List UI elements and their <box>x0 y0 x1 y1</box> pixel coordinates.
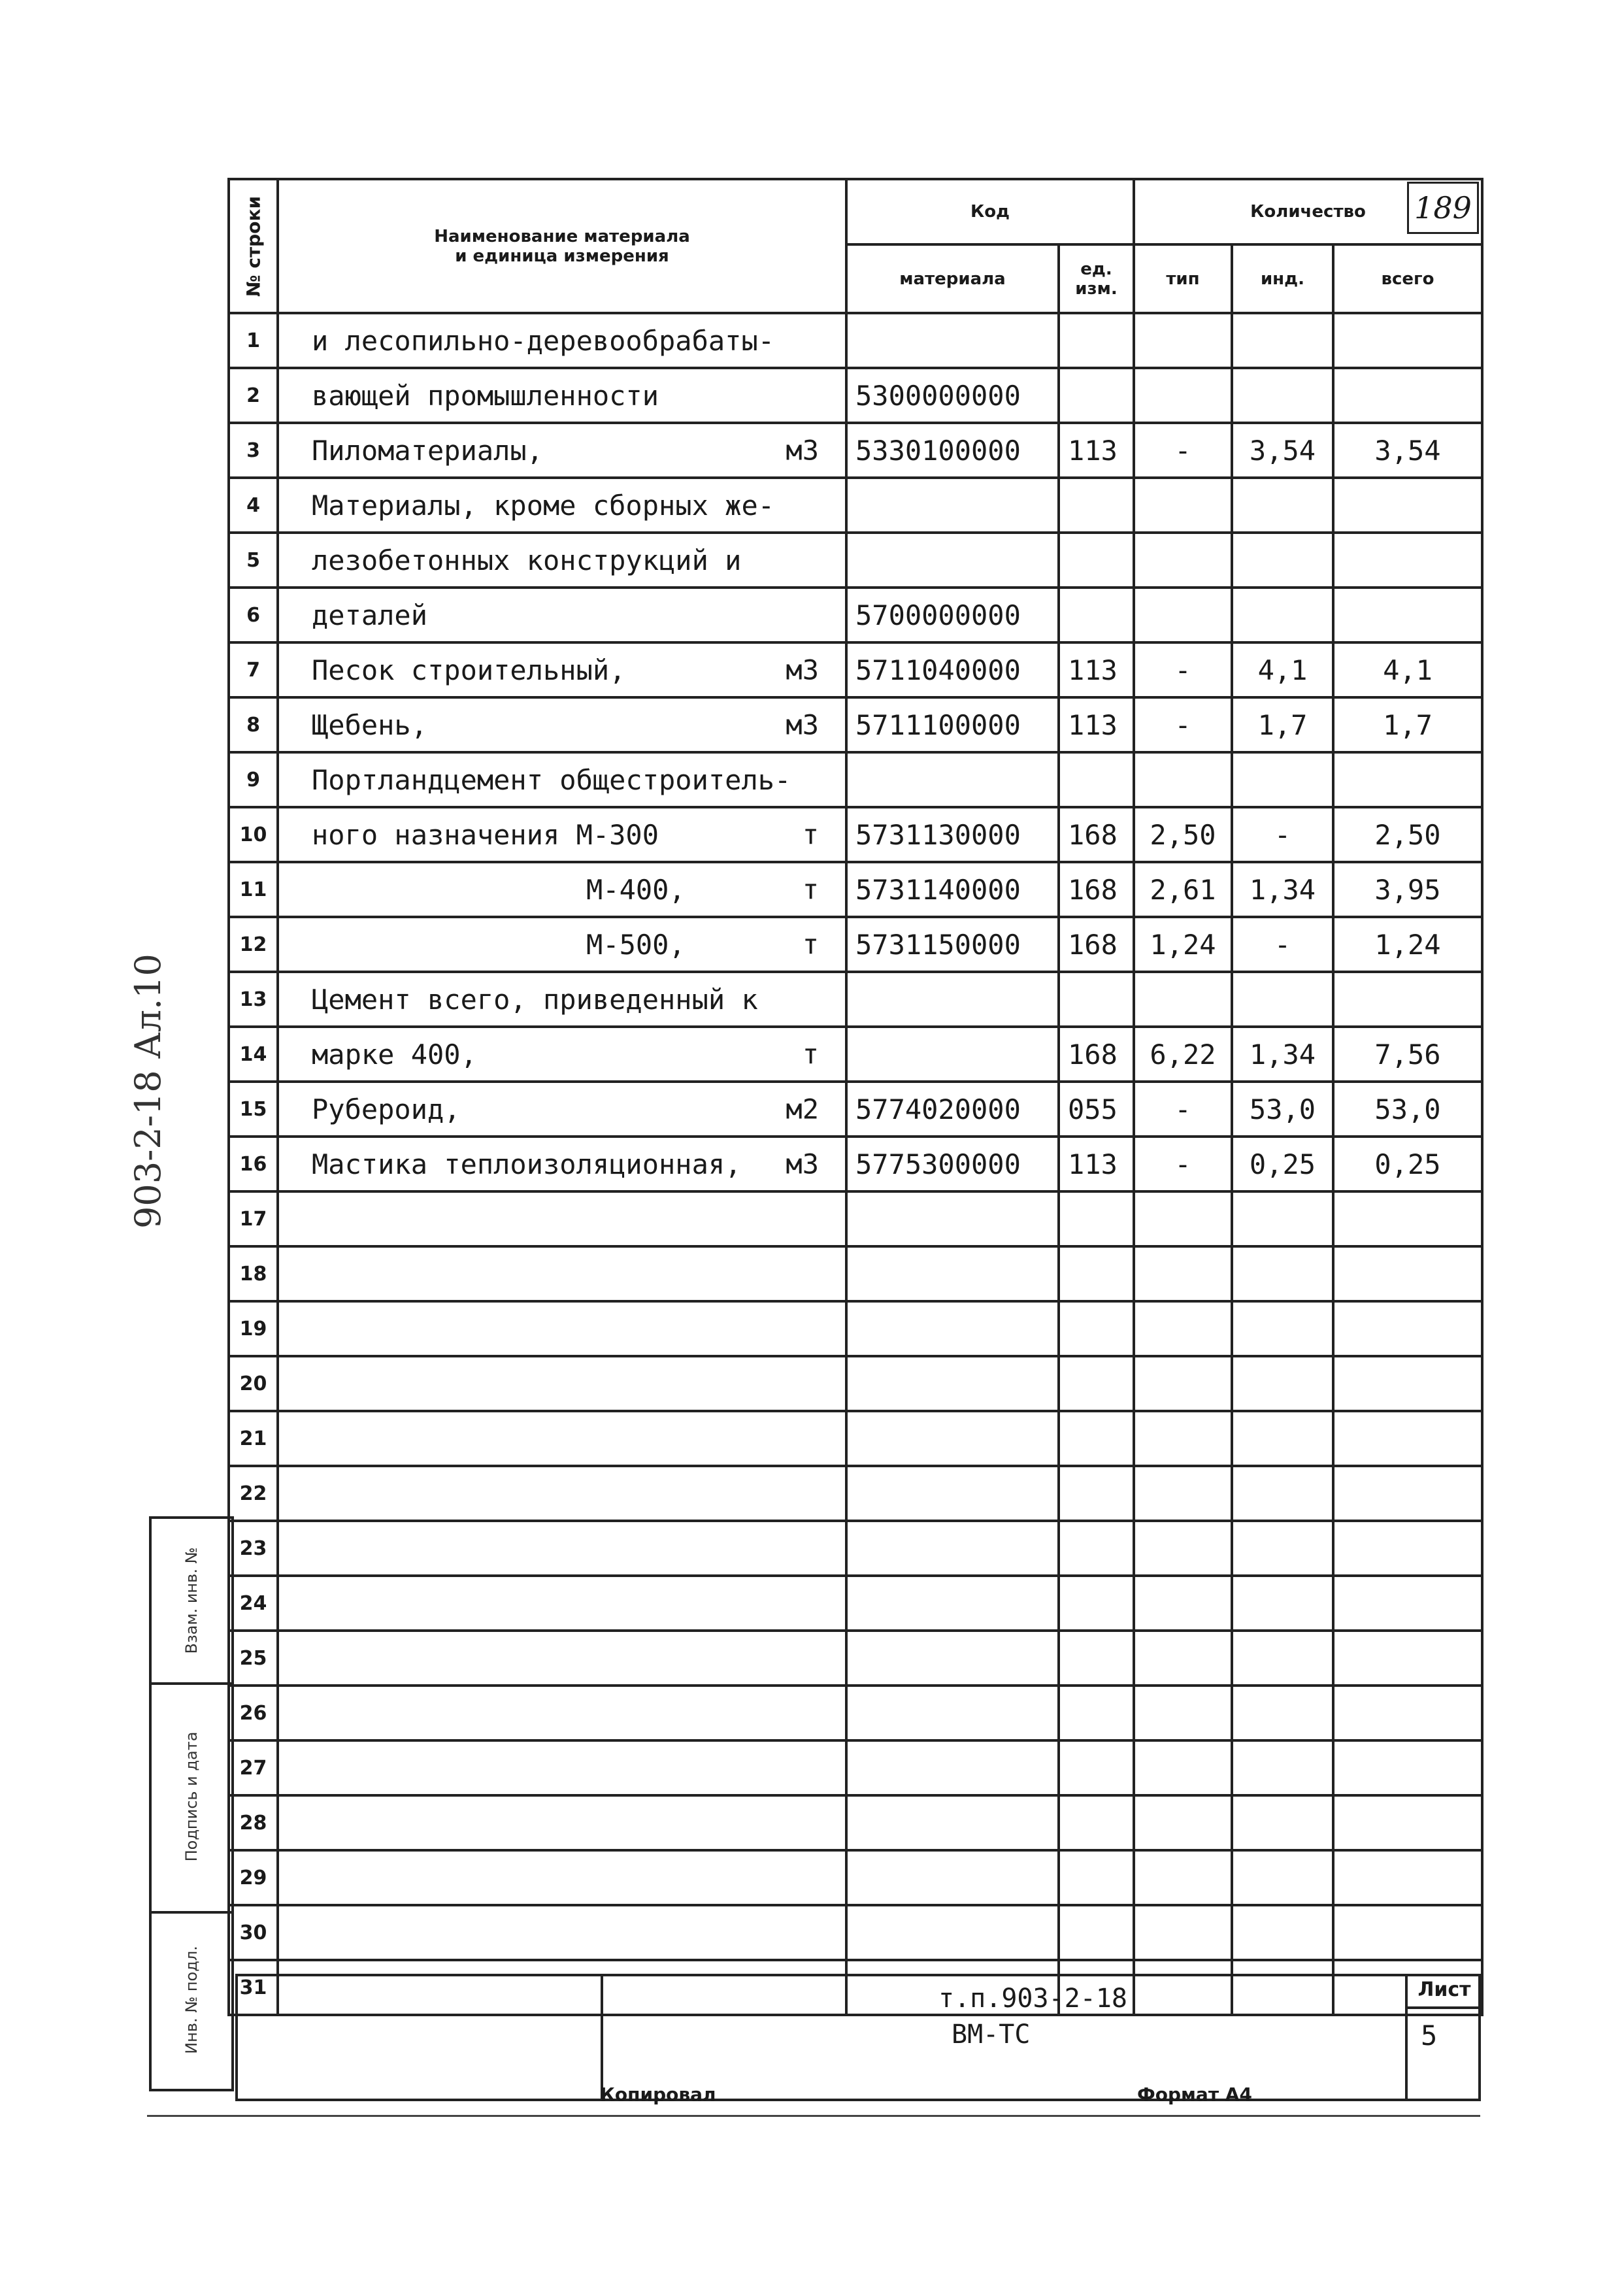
table-row <box>229 1027 1482 1082</box>
unit-code <box>1059 368 1134 423</box>
unit-code <box>1059 1850 1134 1905</box>
project-subtitle: ВМ-ТС <box>952 2020 1031 2050</box>
unit-code <box>1059 1301 1134 1356</box>
unit-code: 055 <box>1059 1082 1134 1137</box>
material-code <box>846 1740 1059 1795</box>
row-number: 3 <box>229 423 278 478</box>
qty-type <box>1134 313 1232 368</box>
qty-total <box>1333 1191 1482 1246</box>
table-row <box>229 1576 1482 1631</box>
qty-type <box>1134 1246 1232 1301</box>
qty-total <box>1333 368 1482 423</box>
qty-ind <box>1232 1850 1333 1905</box>
qty-ind <box>1232 1411 1333 1466</box>
material-code: 5711040000 <box>846 642 1059 697</box>
unit-code <box>1059 313 1134 368</box>
material-name: лезобетонных конструкций и <box>278 533 846 588</box>
material-name <box>278 1576 846 1631</box>
sheet-label: Лист <box>1408 1974 1481 2009</box>
side-doc-code: 903-2-18 Ал.10 <box>127 954 169 1229</box>
row-number: 30 <box>229 1905 278 1960</box>
qty-ind <box>1232 478 1333 533</box>
row-number: 22 <box>229 1466 278 1521</box>
unit-code <box>1059 1905 1134 1960</box>
table-row <box>229 1191 1482 1246</box>
qty-total <box>1333 478 1482 533</box>
row-number: 17 <box>229 1191 278 1246</box>
qty-ind: 1,34 <box>1232 862 1333 917</box>
material-code: 5330100000 <box>846 423 1059 478</box>
unit-code: 113 <box>1059 697 1134 752</box>
material-code: 5700000000 <box>846 588 1059 642</box>
row-number: 31 <box>229 1960 278 2015</box>
table-row <box>229 533 1482 588</box>
row-number: 6 <box>229 588 278 642</box>
unit-label: м3 <box>786 654 819 686</box>
qty-ind: 4,1 <box>1232 642 1333 697</box>
material-name: ного назначения М-300 т <box>278 807 846 862</box>
material-name <box>278 1795 846 1850</box>
material-code <box>846 1301 1059 1356</box>
qty-type <box>1134 1905 1232 1960</box>
qty-type <box>1134 1576 1232 1631</box>
row-number: 29 <box>229 1850 278 1905</box>
table-row <box>229 1905 1482 1960</box>
unit-code <box>1059 1521 1134 1576</box>
sheet-number: 5 <box>1421 2020 1438 2052</box>
unit-code: 113 <box>1059 642 1134 697</box>
unit-code <box>1059 752 1134 807</box>
material-name <box>278 1686 846 1740</box>
qty-total: 53,0 <box>1333 1082 1482 1137</box>
qty-total <box>1333 1850 1482 1905</box>
row-number: 19 <box>229 1301 278 1356</box>
row-number: 9 <box>229 752 278 807</box>
qty-total <box>1333 972 1482 1027</box>
qty-ind <box>1232 368 1333 423</box>
material-name: Щебень, м3 <box>278 697 846 752</box>
side-stamp-strip <box>149 1516 234 2091</box>
material-code <box>846 1631 1059 1686</box>
unit-code: 113 <box>1059 423 1134 478</box>
material-name <box>278 1356 846 1411</box>
unit-code <box>1059 1246 1134 1301</box>
row-number: 10 <box>229 807 278 862</box>
material-code <box>846 1850 1059 1905</box>
unit-label: т <box>802 928 819 961</box>
row-number: 24 <box>229 1576 278 1631</box>
qty-type: - <box>1134 423 1232 478</box>
table-row <box>229 478 1482 533</box>
unit-label: м3 <box>786 1148 819 1180</box>
sheet-box <box>1405 1974 1481 2101</box>
row-number: 25 <box>229 1631 278 1686</box>
material-code <box>846 1027 1059 1082</box>
table-row <box>229 1740 1482 1795</box>
qty-total: 0,25 <box>1333 1137 1482 1191</box>
qty-ind <box>1232 1740 1333 1795</box>
qty-total <box>1333 1905 1482 1960</box>
material-name <box>278 1740 846 1795</box>
qty-ind <box>1232 1905 1333 1960</box>
qty-total <box>1333 1521 1482 1576</box>
table-row <box>229 1137 1482 1191</box>
qty-type <box>1134 533 1232 588</box>
material-name <box>278 1521 846 1576</box>
material-code <box>846 1246 1059 1301</box>
row-number-header: № строки <box>229 179 278 313</box>
unit-code <box>1059 1356 1134 1411</box>
title-block <box>235 1974 1481 2101</box>
material-name: марке 400, т <box>278 1027 846 1082</box>
qty-total <box>1333 752 1482 807</box>
unit-code <box>1059 533 1134 588</box>
qty-total: 1,7 <box>1333 697 1482 752</box>
quantity-header: Количество <box>1134 179 1482 244</box>
materials-table <box>227 178 1483 2016</box>
unit-code <box>1059 1191 1134 1246</box>
table-row <box>229 1246 1482 1301</box>
qty-type <box>1134 1191 1232 1246</box>
qty-total: 3,95 <box>1333 862 1482 917</box>
qty-type <box>1134 1301 1232 1356</box>
material-code <box>846 1466 1059 1521</box>
material-name: деталей <box>278 588 846 642</box>
qty-type <box>1134 1521 1232 1576</box>
material-code <box>846 533 1059 588</box>
qty-total <box>1333 1466 1482 1521</box>
qty-total <box>1333 1301 1482 1356</box>
qty-ind <box>1232 1356 1333 1411</box>
qty-total <box>1333 533 1482 588</box>
qty-type: 2,61 <box>1134 862 1232 917</box>
material-code <box>846 478 1059 533</box>
table-row <box>229 807 1482 862</box>
table-row <box>229 1850 1482 1905</box>
qty-ind <box>1232 1246 1333 1301</box>
qty-type: - <box>1134 1082 1232 1137</box>
total-header: всего <box>1333 244 1482 313</box>
material-code: 5774020000 <box>846 1082 1059 1137</box>
qty-total <box>1333 1246 1482 1301</box>
row-number: 16 <box>229 1137 278 1191</box>
material-name <box>278 1631 846 1686</box>
row-number: 20 <box>229 1356 278 1411</box>
qty-type: 1,24 <box>1134 917 1232 972</box>
qty-type: 2,50 <box>1134 807 1232 862</box>
material-name: вающей промышленности <box>278 368 846 423</box>
qty-total: 4,1 <box>1333 642 1482 697</box>
row-number: 15 <box>229 1082 278 1137</box>
material-name <box>278 1246 846 1301</box>
table-row <box>229 972 1482 1027</box>
material-name <box>278 1466 846 1521</box>
unit-code <box>1059 1466 1134 1521</box>
qty-type <box>1134 1850 1232 1905</box>
qty-ind: 0,25 <box>1232 1137 1333 1191</box>
material-name: М-500, т <box>278 917 846 972</box>
qty-total <box>1333 1411 1482 1466</box>
qty-total <box>1333 588 1482 642</box>
qty-ind <box>1232 1631 1333 1686</box>
qty-type <box>1134 752 1232 807</box>
qty-type <box>1134 588 1232 642</box>
qty-ind: - <box>1232 807 1333 862</box>
qty-total <box>1333 1576 1482 1631</box>
qty-total <box>1333 1686 1482 1740</box>
qty-type: - <box>1134 1137 1232 1191</box>
table-row <box>229 1686 1482 1740</box>
material-code <box>846 1521 1059 1576</box>
unit-label: т <box>802 818 819 851</box>
material-code <box>846 1411 1059 1466</box>
material-code <box>846 1356 1059 1411</box>
qty-ind <box>1232 1301 1333 1356</box>
row-number: 27 <box>229 1740 278 1795</box>
unit-code <box>1059 1795 1134 1850</box>
qty-type <box>1134 1411 1232 1466</box>
qty-ind <box>1232 533 1333 588</box>
unit-code <box>1059 1411 1134 1466</box>
bottom-line <box>147 2115 1480 2117</box>
material-name: Цемент всего, приведенный к <box>278 972 846 1027</box>
table-row <box>229 368 1482 423</box>
material-code: 5711100000 <box>846 697 1059 752</box>
unit-code <box>1059 1686 1134 1740</box>
side-cell-inv-orig: Инв. № подл. <box>182 1946 201 2054</box>
unit-label: м2 <box>786 1093 819 1125</box>
material-name <box>278 1905 846 1960</box>
row-number: 4 <box>229 478 278 533</box>
format-label: Формат А4 <box>1137 2084 1252 2105</box>
unit-code: 168 <box>1059 1027 1134 1082</box>
unit-code-header: ед. изм. <box>1059 244 1134 313</box>
table-row <box>229 1631 1482 1686</box>
row-number: 1 <box>229 313 278 368</box>
material-code: 5775300000 <box>846 1137 1059 1191</box>
qty-total: 3,54 <box>1333 423 1482 478</box>
material-code <box>846 1191 1059 1246</box>
table-row <box>229 313 1482 368</box>
copied-label: Копировал <box>600 2084 716 2105</box>
table-row <box>229 752 1482 807</box>
table-row <box>229 642 1482 697</box>
row-number: 14 <box>229 1027 278 1082</box>
qty-total <box>1333 1740 1482 1795</box>
material-code <box>846 1795 1059 1850</box>
row-number: 7 <box>229 642 278 697</box>
qty-ind <box>1232 1795 1333 1850</box>
material-name: Портландцемент общестроитель- <box>278 752 846 807</box>
row-number: 2 <box>229 368 278 423</box>
qty-ind: - <box>1232 917 1333 972</box>
code-header: Код <box>846 179 1134 244</box>
table-row <box>229 1301 1482 1356</box>
table-row <box>229 862 1482 917</box>
qty-total <box>1333 313 1482 368</box>
unit-code <box>1059 972 1134 1027</box>
material-name <box>278 1850 846 1905</box>
row-number: 23 <box>229 1521 278 1576</box>
qty-total: 7,56 <box>1333 1027 1482 1082</box>
qty-ind: 53,0 <box>1232 1082 1333 1137</box>
material-code <box>846 1576 1059 1631</box>
qty-type <box>1134 1356 1232 1411</box>
material-name: Материалы, кроме сборных же- <box>278 478 846 533</box>
qty-total <box>1333 1356 1482 1411</box>
qty-type <box>1134 1466 1232 1521</box>
qty-type <box>1134 1795 1232 1850</box>
qty-total: 2,50 <box>1333 807 1482 862</box>
table-row <box>229 1411 1482 1466</box>
qty-type <box>1134 1686 1232 1740</box>
material-name <box>278 1411 846 1466</box>
qty-ind <box>1232 752 1333 807</box>
material-code: 5731140000 <box>846 862 1059 917</box>
row-number: 12 <box>229 917 278 972</box>
qty-ind: 1,34 <box>1232 1027 1333 1082</box>
name-header: Наименование материала и единица измерения <box>278 179 846 313</box>
material-code-header: материала <box>846 244 1059 313</box>
row-number: 13 <box>229 972 278 1027</box>
qty-ind <box>1232 588 1333 642</box>
material-code <box>846 972 1059 1027</box>
material-code <box>846 752 1059 807</box>
qty-total <box>1333 1631 1482 1686</box>
project-code: т.п.903-2-18 <box>938 1984 1127 2014</box>
page-number: 189 <box>1414 190 1472 225</box>
qty-ind <box>1232 1191 1333 1246</box>
table-row <box>229 1466 1482 1521</box>
material-name: Рубероид, м2 <box>278 1082 846 1137</box>
row-number: 5 <box>229 533 278 588</box>
qty-type <box>1134 368 1232 423</box>
unit-label: м3 <box>786 434 819 467</box>
ind-header: инд. <box>1232 244 1333 313</box>
table-row <box>229 588 1482 642</box>
qty-ind <box>1232 313 1333 368</box>
unit-label: т <box>802 1038 819 1071</box>
material-code: 5731150000 <box>846 917 1059 972</box>
qty-ind: 3,54 <box>1232 423 1333 478</box>
material-code <box>846 313 1059 368</box>
material-name: Пиломатериалы, м3 <box>278 423 846 478</box>
qty-total <box>1333 1795 1482 1850</box>
material-code: 5300000000 <box>846 368 1059 423</box>
material-name: М-400, т <box>278 862 846 917</box>
table-row <box>229 423 1482 478</box>
table-row <box>229 1356 1482 1411</box>
title-block-divider <box>601 1976 603 2099</box>
row-number: 11 <box>229 862 278 917</box>
qty-ind <box>1232 1466 1333 1521</box>
material-name: и лесопильно-деревообрабаты- <box>278 313 846 368</box>
row-number: 26 <box>229 1686 278 1740</box>
material-name <box>278 1301 846 1356</box>
qty-ind <box>1232 1686 1333 1740</box>
row-number: 18 <box>229 1246 278 1301</box>
qty-type <box>1134 1631 1232 1686</box>
material-code: 5731130000 <box>846 807 1059 862</box>
unit-label: м3 <box>786 708 819 741</box>
qty-ind <box>1232 1576 1333 1631</box>
row-number: 28 <box>229 1795 278 1850</box>
type-header: тип <box>1134 244 1232 313</box>
table-row <box>229 1521 1482 1576</box>
unit-code: 168 <box>1059 917 1134 972</box>
table-row <box>229 917 1482 972</box>
unit-code <box>1059 588 1134 642</box>
unit-code: 168 <box>1059 807 1134 862</box>
qty-ind <box>1232 1521 1333 1576</box>
table-row <box>229 1082 1482 1137</box>
material-code <box>846 1905 1059 1960</box>
qty-type: - <box>1134 642 1232 697</box>
material-name: Мастика теплоизоляционная, м3 <box>278 1137 846 1191</box>
side-cell-sign-date: Подпись и дата <box>152 1682 231 1914</box>
table-row <box>229 697 1482 752</box>
material-code <box>846 1686 1059 1740</box>
unit-code <box>1059 1576 1134 1631</box>
qty-ind: 1,7 <box>1232 697 1333 752</box>
qty-ind <box>1232 972 1333 1027</box>
material-name: Песок строительный, м3 <box>278 642 846 697</box>
unit-code <box>1059 478 1134 533</box>
qty-type <box>1134 972 1232 1027</box>
unit-code: 113 <box>1059 1137 1134 1191</box>
row-number: 8 <box>229 697 278 752</box>
qty-type <box>1134 1740 1232 1795</box>
qty-type: - <box>1134 697 1232 752</box>
material-name <box>278 1191 846 1246</box>
qty-type: 6,22 <box>1134 1027 1232 1082</box>
qty-total: 1,24 <box>1333 917 1482 972</box>
unit-label: т <box>802 873 819 906</box>
table-row <box>229 1795 1482 1850</box>
row-number: 21 <box>229 1411 278 1466</box>
unit-code <box>1059 1631 1134 1686</box>
side-cell-inv-replace: Взам. инв. № <box>152 1519 231 1685</box>
unit-code <box>1059 1740 1134 1795</box>
qty-type <box>1134 478 1232 533</box>
unit-code: 168 <box>1059 862 1134 917</box>
